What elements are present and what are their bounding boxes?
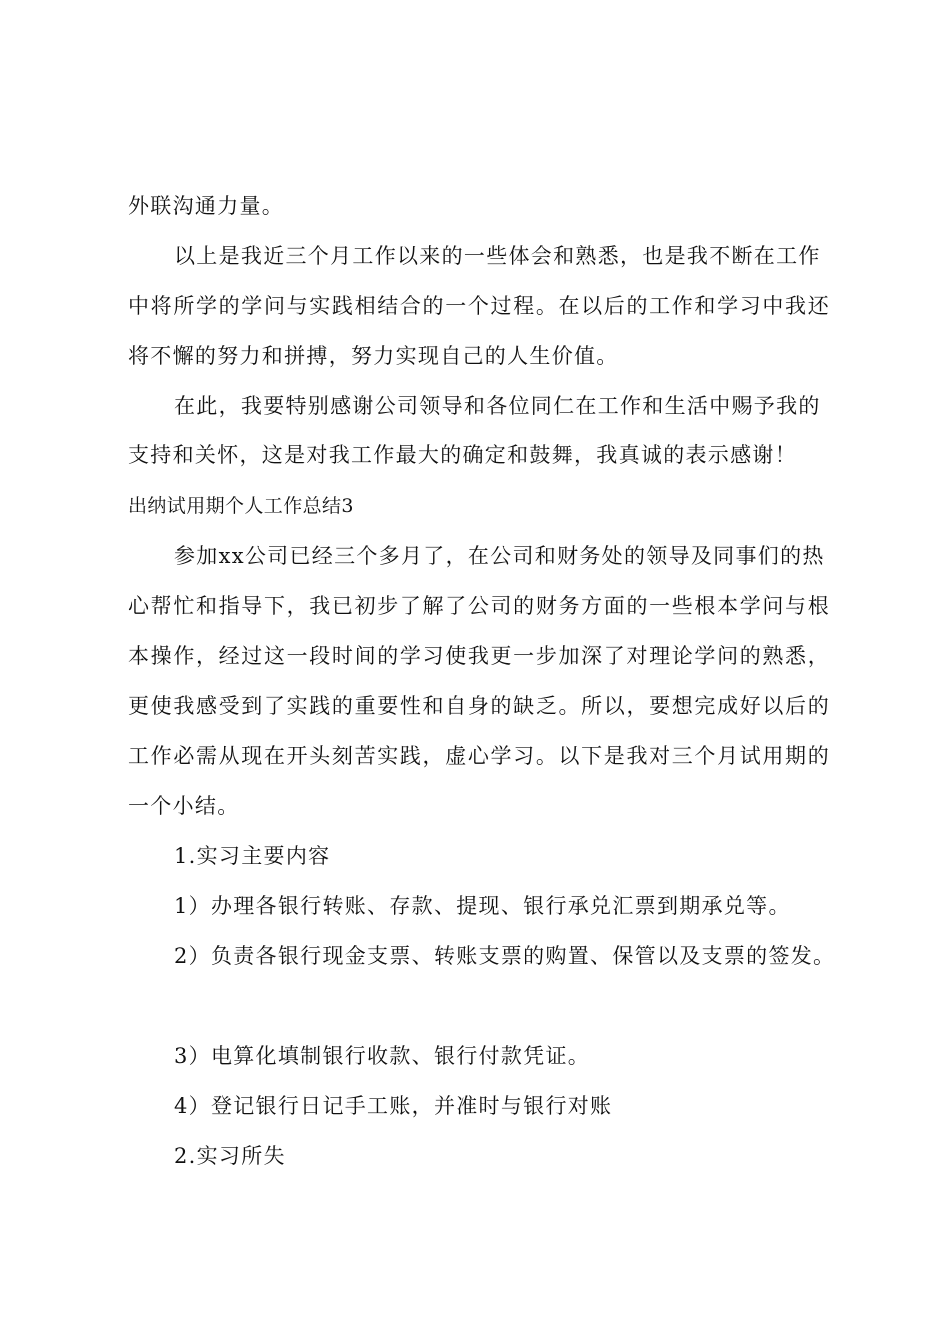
paragraph-first-line: 以上是我近三个月工作以来的一些体会和熟悉，也是我不断在工作 <box>174 244 821 268</box>
list-heading: 1.实习主要内容 <box>174 844 331 868</box>
text-line: 更使我感受到了实践的重要性和自身的缺乏。所以，要想完成好以后的 <box>128 694 830 718</box>
paragraph-first-line: 在此，我要特别感谢公司领导和各位同仁在工作和生活中赐予我的 <box>174 394 821 418</box>
paragraph-first-line: 参加xx公司已经三个多月了，在公司和财务处的领导及同事们的热 <box>174 544 825 568</box>
list-heading: 2.实习所失 <box>174 1144 286 1168</box>
list-item: 3）电算化填制银行收款、银行付款凭证。 <box>174 1044 591 1068</box>
list-item: 2）负责各银行现金支票、转账支票的购置、保管以及支票的签发。 <box>174 944 836 968</box>
text-line: 一个小结。 <box>128 794 240 818</box>
text-line: 工作必需从现在开头刻苦实践，虚心学习。以下是我对三个月试用期的 <box>128 744 830 768</box>
text-line: 中将所学的学问与实践相结合的一个过程。在以后的工作和学习中我还 <box>128 294 830 318</box>
list-item: 4）登记银行日记手工账，并准时与银行对账 <box>174 1094 613 1118</box>
text-line: 外联沟通力量。 <box>128 194 285 218</box>
text-line: 本操作，经过这一段时间的学习使我更一步加深了对理论学问的熟悉， <box>128 644 830 668</box>
text-line: 将不懈的努力和拼搏，努力实现自己的人生价值。 <box>128 344 619 368</box>
section-heading: 出纳试用期个人工作总结3 <box>128 495 354 517</box>
list-item: 1）办理各银行转账、存款、提现、银行承兑汇票到期承兑等。 <box>174 894 791 918</box>
text-line: 心帮忙和指导下，我已初步了解了公司的财务方面的一些根本学问与根 <box>128 594 830 618</box>
text-line: 支持和关怀，这是对我工作最大的确定和鼓舞，我真诚的表示感谢！ <box>128 443 797 467</box>
